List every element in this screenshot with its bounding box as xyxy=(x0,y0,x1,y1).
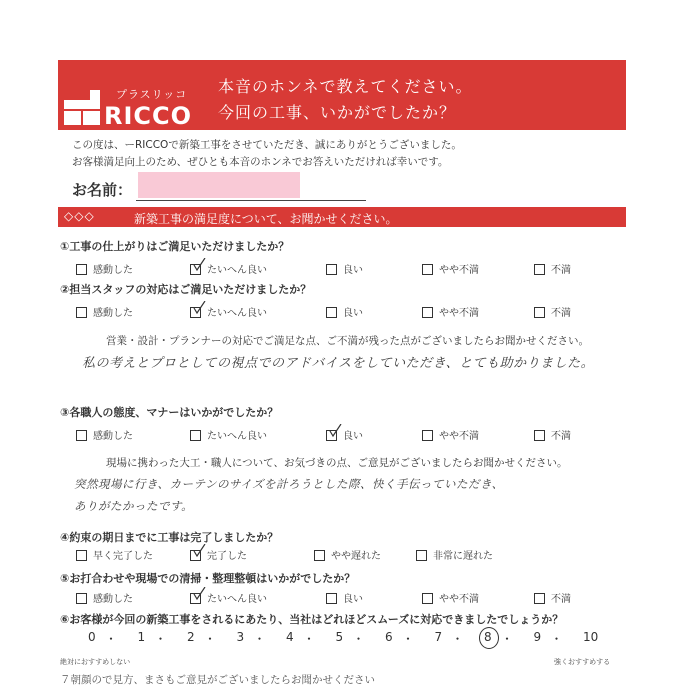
name-underline xyxy=(136,200,366,201)
q2-option-1[interactable]: たいへん良い xyxy=(190,304,267,319)
check-mark-icon xyxy=(192,258,206,272)
question-3: ③各職人の態度、マナーはいかがでしたか？ xyxy=(60,406,279,419)
section-bar xyxy=(58,207,626,227)
scale-high-label: 強くおすすめする xyxy=(554,658,611,666)
scale-option-9[interactable]: 9 xyxy=(533,630,542,644)
scale-option-0[interactable]: 0 xyxy=(88,630,96,644)
footer-partial-text: ７朝顔ので見方、まさもご意見がございましたらお聞かせください xyxy=(60,674,375,686)
q2-option-4[interactable]: 不満 xyxy=(534,304,571,319)
intro-line-2: お客様満足向上のため、ぜひとも本音のホンネでお答えいただければ幸いです。 xyxy=(72,156,449,168)
scale-dot-icon: ・ xyxy=(105,632,118,646)
q3-option-2[interactable]: 良い xyxy=(326,427,363,442)
scale-option-2[interactable]: 2 xyxy=(187,630,195,644)
q1-option-0[interactable]: 感動した xyxy=(76,261,133,276)
q4-option-3[interactable]: 非常に遅れた xyxy=(416,547,493,562)
scale-option-4[interactable]: 4 xyxy=(286,630,294,644)
scale-dot-icon: ・ xyxy=(501,632,514,646)
scale-option-3[interactable]: 3 xyxy=(236,630,245,644)
name-label: お名前： xyxy=(72,181,133,199)
q4-option-0[interactable]: 早く完了した xyxy=(76,547,153,562)
q3-option-1[interactable]: たいへん良い xyxy=(190,427,267,442)
scale-option-7[interactable]: 7 xyxy=(434,630,443,644)
q2-note: 営業・設計・プランナーの対応でご満足な点、ご不満が残った点がございましたらお聞かせください。 xyxy=(106,335,589,347)
scale-option-8[interactable]: 8 xyxy=(484,630,492,644)
q5-option-3[interactable]: やや不満 xyxy=(422,590,479,605)
q4-option-1[interactable]: 完了した xyxy=(190,547,247,562)
scale-dot-icon: ・ xyxy=(204,632,217,646)
question-1: ①工事の仕上がりはご満足いただけましたか？ xyxy=(60,240,290,253)
check-mark-icon xyxy=(192,301,206,315)
scale-option-1[interactable]: 1 xyxy=(137,630,146,644)
q1-option-2[interactable]: 良い xyxy=(326,261,363,276)
scale-dot-icon: ・ xyxy=(253,632,266,646)
check-mark-icon xyxy=(328,424,342,438)
q5-option-0[interactable]: 感動した xyxy=(76,590,133,605)
header-line-1: 本音のホンネで教えてください。 xyxy=(218,77,473,96)
q2-option-2[interactable]: 良い xyxy=(326,304,363,319)
scale-dot-icon: ・ xyxy=(154,632,167,646)
q3-option-3[interactable]: やや不満 xyxy=(422,427,479,442)
section-diamonds: ◇◇◇ xyxy=(64,209,95,223)
recommend-scale xyxy=(88,630,608,648)
selected-circle-icon xyxy=(479,627,499,649)
scale-option-6[interactable]: 6 xyxy=(385,630,393,644)
q1-option-4[interactable]: 不満 xyxy=(534,261,571,276)
survey-header xyxy=(58,60,626,130)
q2-handwritten-answer: 私の考えとプロとしての視点でのアドバイスをしていただき、とても助かりました。 xyxy=(82,356,595,371)
q5-option-4[interactable]: 不満 xyxy=(534,590,571,605)
brand-name: RICCO xyxy=(104,102,193,130)
header-line-2: 今回の工事、いかがでしたか？ xyxy=(218,103,457,122)
q2-option-0[interactable]: 感動した xyxy=(76,304,133,319)
check-mark-icon xyxy=(192,544,206,558)
q3-handwritten-answer-2: ありがたかったです。 xyxy=(74,499,194,513)
scale-dot-icon: ・ xyxy=(303,632,316,646)
scale-dot-icon: ・ xyxy=(402,632,415,646)
scale-option-10[interactable]: 10 xyxy=(583,630,599,644)
q1-option-1[interactable]: たいへん良い xyxy=(190,261,267,276)
scale-low-label: 絶対におすすめしない xyxy=(60,658,131,666)
question-6: ⑥お客様が今回の新築工事をされるにあたり、当社はどれほどスムーズに対応できましたでしょうか？ xyxy=(60,613,564,626)
brand-subtitle: プラスリッコ xyxy=(116,88,188,101)
q3-note: 現場に携わった大工・職人について、お気づきの点、ご意見がございましたらお聞かせください。 xyxy=(106,457,568,469)
q5-option-1[interactable]: たいへん良い xyxy=(190,590,267,605)
q4-option-2[interactable]: やや遅れた xyxy=(314,547,381,562)
scale-dot-icon: ・ xyxy=(451,632,464,646)
section-title: 新築工事の満足度について、お聞かせください。 xyxy=(134,212,398,226)
q5-option-2[interactable]: 良い xyxy=(326,590,363,605)
scale-dot-icon: ・ xyxy=(352,632,365,646)
q3-option-4[interactable]: 不満 xyxy=(534,427,571,442)
intro-line-1: この度は、ーRICCOで新築工事をさせていただき、誠にありがとうございました。 xyxy=(72,139,462,151)
check-mark-icon xyxy=(192,587,206,601)
q3-option-0[interactable]: 感動した xyxy=(76,427,133,442)
question-4: ④約束の期日までに工事は完了しましたか？ xyxy=(60,531,279,544)
q2-option-3[interactable]: やや不満 xyxy=(422,304,479,319)
scale-option-5[interactable]: 5 xyxy=(335,630,344,644)
question-2: ②担当スタッフの対応はご満足いただけましたか？ xyxy=(60,283,312,296)
q3-handwritten-answer-1: 突然現場に行き、カーテンのサイズを計ろうとした際、快く手伝っていただき、 xyxy=(74,477,504,491)
q1-option-3[interactable]: やや不満 xyxy=(422,261,479,276)
question-5: ⑤お打合わせや現場での清掃・整理整頓はいかがでしたか？ xyxy=(60,572,356,585)
scale-dot-icon: ・ xyxy=(550,632,563,646)
name-field-redacted xyxy=(138,172,300,198)
